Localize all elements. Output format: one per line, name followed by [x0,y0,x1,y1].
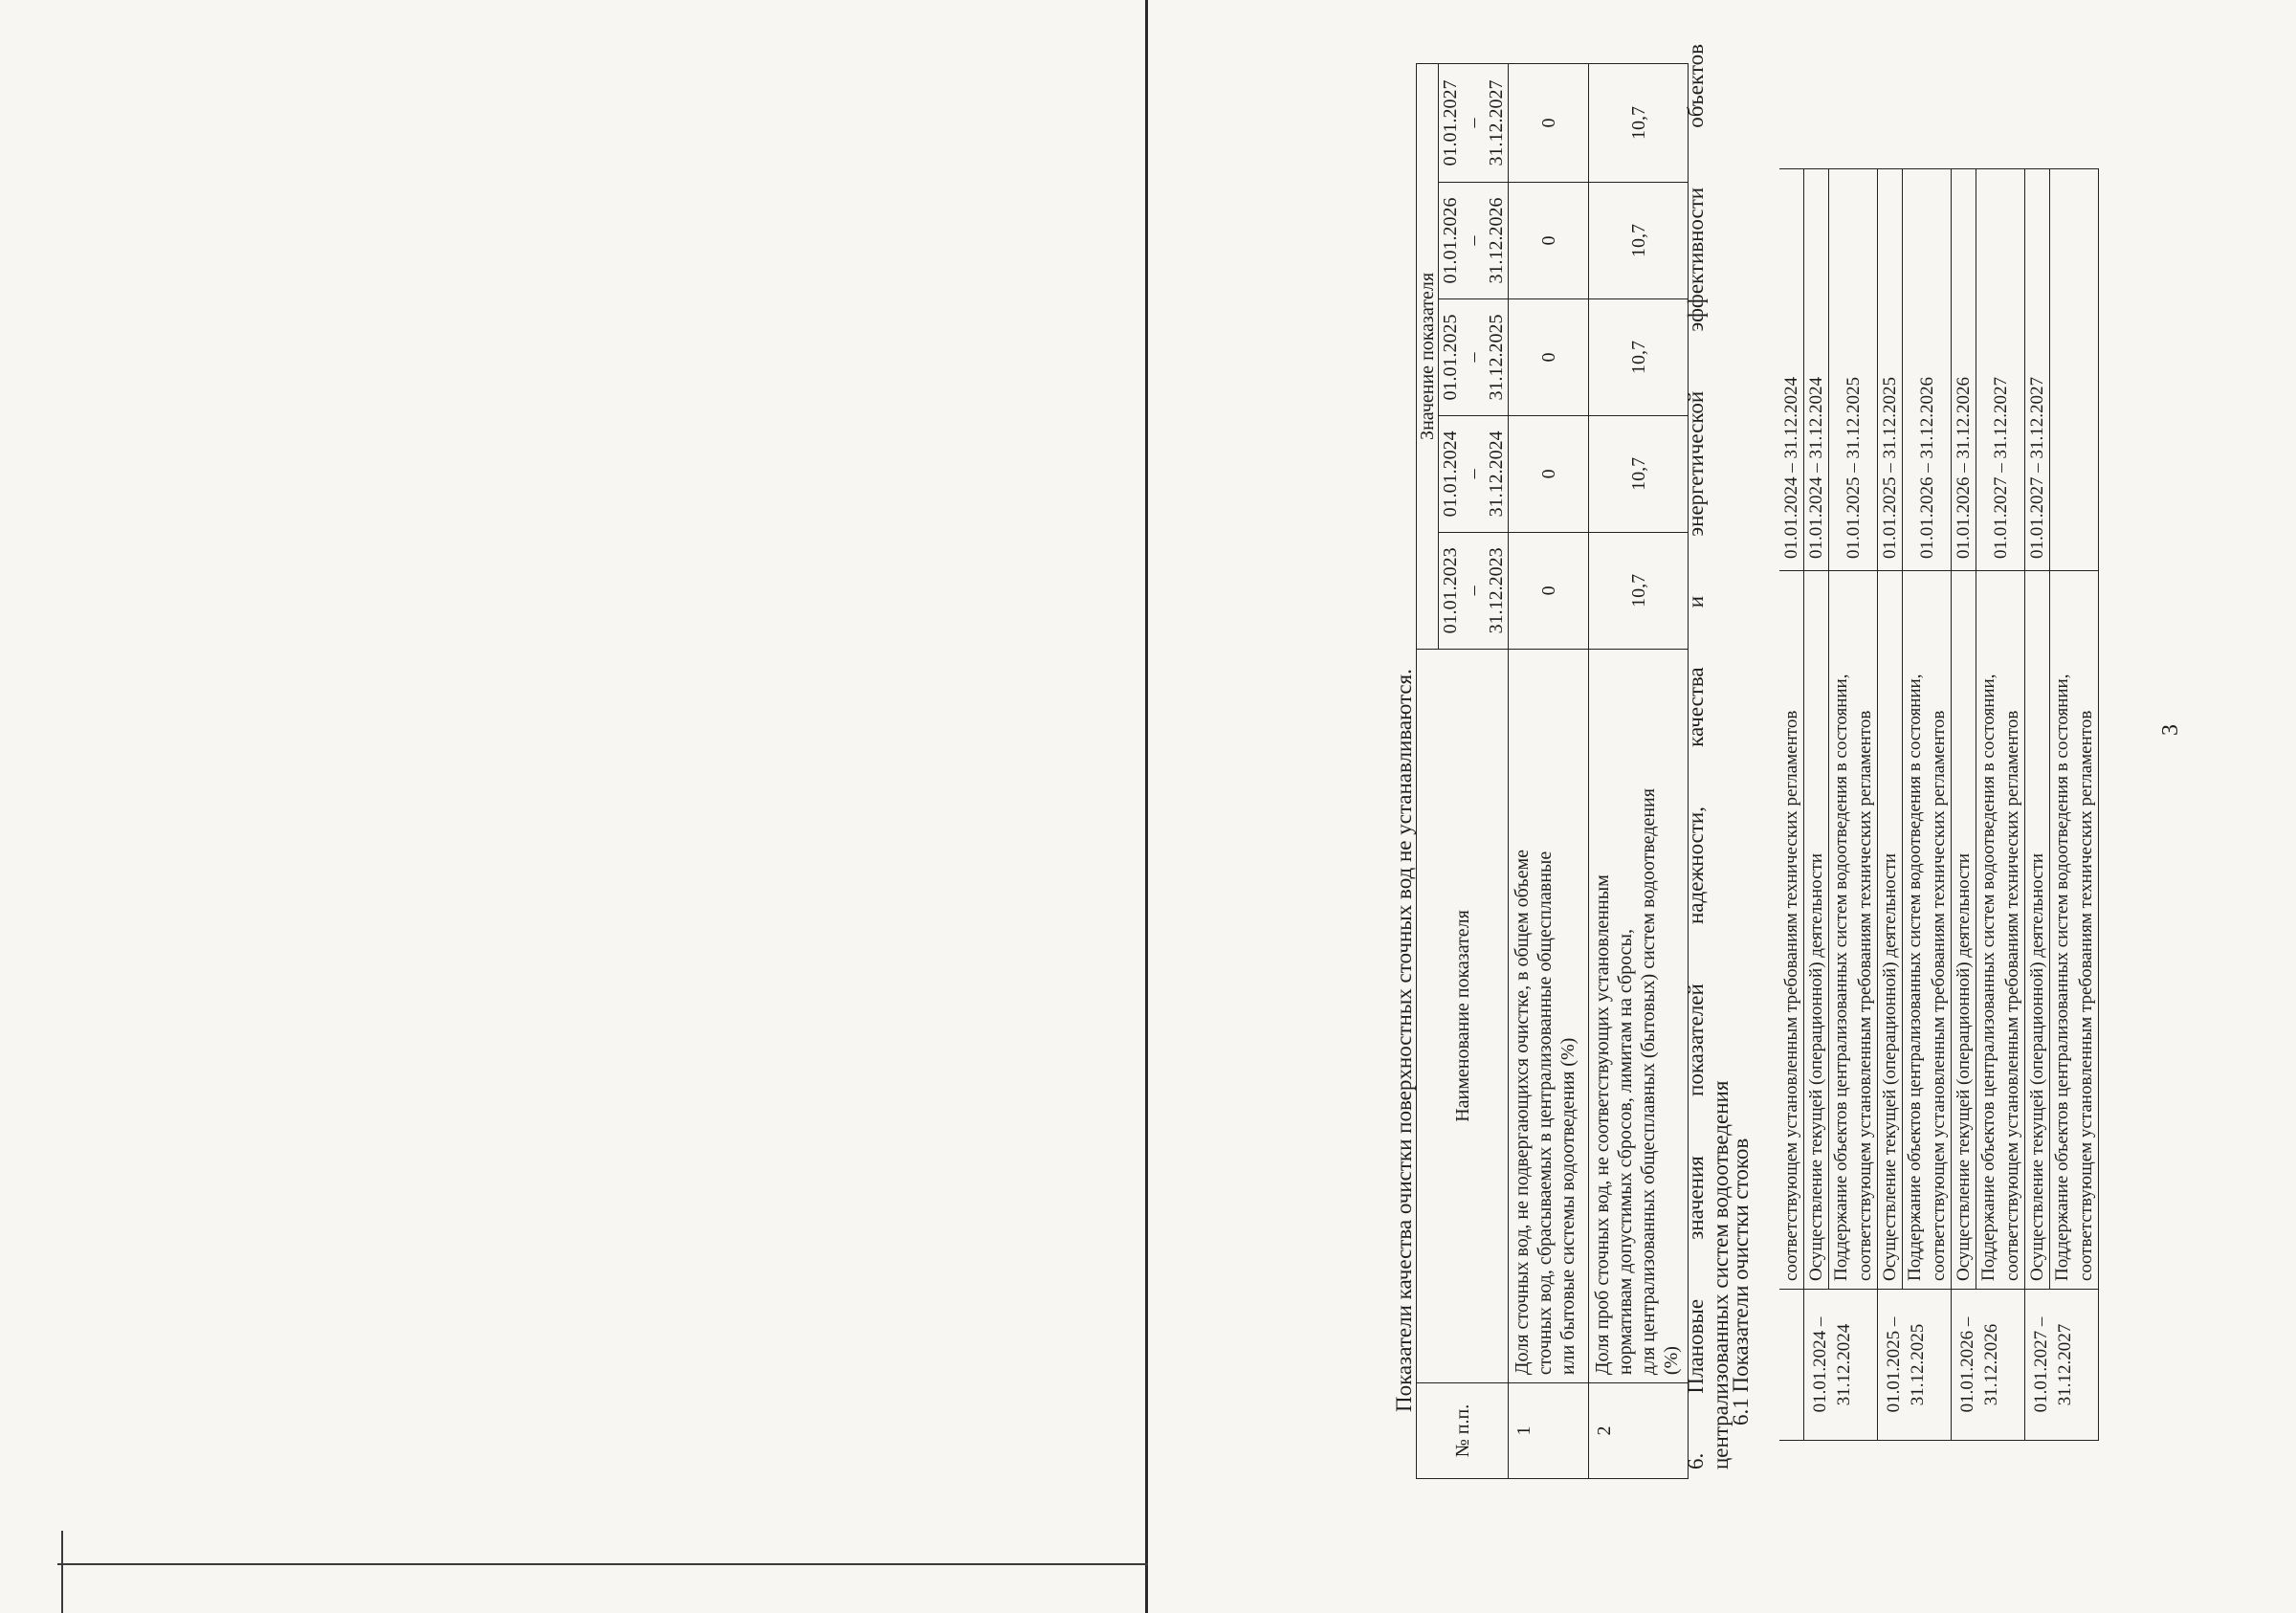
indicator-value: 10,7 [1589,183,1689,299]
section-heading-continuation: централизованных систем водоотведения [1709,1080,1733,1469]
section-number: 6. [1684,1452,1708,1469]
table-row [1779,169,1804,1441]
period-cell: 01.01.2025 – 31.12.2025 [1878,1290,1952,1441]
indicator-value: 10,7 [1589,415,1689,532]
table-row [1829,169,1878,1441]
indicator-name: Доля сточных вод, не подвергающихся очистке, в общем объеме сточных вод, сбрасываемых в централизованные общесплавные или бытовые системы водоотведения (%) [1509,649,1589,1382]
table-row [1589,64,1689,1479]
header-value-group: Значение показателя [1417,64,1439,650]
measure-text: Поддержание объектов централизованных систем водоотведения в состоянии, соответствующем установленным требованиям технических регламентов [1903,571,1952,1290]
document-page [1148,0,2296,1613]
header-period: 01.01.2026 – 31.12.2026 [1439,183,1509,299]
indicator-value: 0 [1509,532,1589,649]
rotated-page [1148,0,2296,1613]
indicator-value: 0 [1509,64,1589,183]
measure-range: 01.01.2026 – 31.12.2026 [1952,169,1976,571]
scan-edge-left [61,1531,63,1613]
indicator-name: Доля проб сточных вод, не соответствующих установленным нормативам допустимых сбросов, лимитам на сбросы, для централизованных общесплавных (бытовых) систем водоотведения (%) [1589,649,1689,1382]
indicators-table [1416,63,1689,1479]
measure-range: 01.01.2024 – 31.12.2024 [1804,169,1829,571]
indicator-value: 0 [1509,183,1589,299]
table-row [2050,169,2099,1441]
measure-text: Осуществление текущей (операционной) деятельности [1878,571,1903,1290]
measure-range: 01.01.2026 – 31.12.2026 [1903,169,1952,571]
table-row [1952,169,1976,1441]
indicator-value: 0 [1509,415,1589,532]
row-number: 2 [1589,1383,1689,1479]
header-number: № п.п. [1417,1383,1509,1479]
measure-text: Осуществление текущей (операционной) деятельности [2025,571,2050,1290]
measure-range: 01.01.2027 – 31.12.2027 [1976,169,2025,571]
measure-text: Осуществление текущей (операционной) деятельности [1952,571,1976,1290]
page-number: 3 [2158,724,2183,736]
section-heading: 6. Плановые значения показателей надежности, качества и энергетической эффективности объектов [1684,44,1708,1469]
table-row [1903,169,1952,1441]
measure-range [2050,169,2099,571]
table-row [1804,169,1829,1441]
table-row [1509,64,1589,1479]
subsection-heading: 6.1 Показатели очистки стоков [1729,1138,1753,1425]
indicator-value: 10,7 [1589,64,1689,183]
header-period: 01.01.2024 – 31.12.2024 [1439,415,1509,532]
measure-text: Поддержание объектов централизованных систем водоотведения в состоянии, соответствующем установленным требованиям технических регламентов [2050,571,2099,1290]
measure-range: 01.01.2027 – 31.12.2027 [2025,169,2050,571]
footer-note: Показатели качества очистки поверхностных сточных вод не устанавливаются. [1392,669,1416,1412]
indicator-value: 10,7 [1589,298,1689,415]
indicator-value: 0 [1509,298,1589,415]
header-name: Наименование показателя [1417,649,1509,1382]
period-cell: 01.01.2026 – 31.12.2026 [1952,1290,2025,1441]
measure-range: 01.01.2024 – 31.12.2024 [1779,169,1804,571]
measure-text: Поддержание объектов централизованных систем водоотведения в состоянии, соответствующем установленным требованиям технических регламентов [1829,571,1878,1290]
measure-text: соответствующем установленным требованиям технических регламентов [1779,571,1804,1290]
period-cell: 01.01.2027 – 31.12.2027 [2025,1290,2099,1441]
table-row [1878,169,1903,1441]
header-period: 01.01.2025 – 31.12.2025 [1439,298,1509,415]
measure-range: 01.01.2025 – 31.12.2025 [1878,169,1903,571]
scan-edge-bottom [57,1563,1148,1565]
table-header-row [1417,64,1439,1479]
period-cell: 01.01.2024 – 31.12.2024 [1804,1290,1878,1441]
row-number: 1 [1509,1383,1589,1479]
indicator-value: 10,7 [1589,532,1689,649]
measure-text: Поддержание объектов централизованных систем водоотведения в состоянии, соответствующем установленным требованиям технических регламентов [1976,571,2025,1290]
header-period: 01.01.2023 – 31.12.2023 [1439,532,1509,649]
measures-table [1779,168,2099,1441]
table-row [2025,169,2050,1441]
header-period: 01.01.2027 – 31.12.2027 [1439,64,1509,183]
measure-text: Осуществление текущей (операционной) деятельности [1804,571,1829,1290]
table-row [1976,169,2025,1441]
measure-range: 01.01.2025 – 31.12.2025 [1829,169,1878,571]
